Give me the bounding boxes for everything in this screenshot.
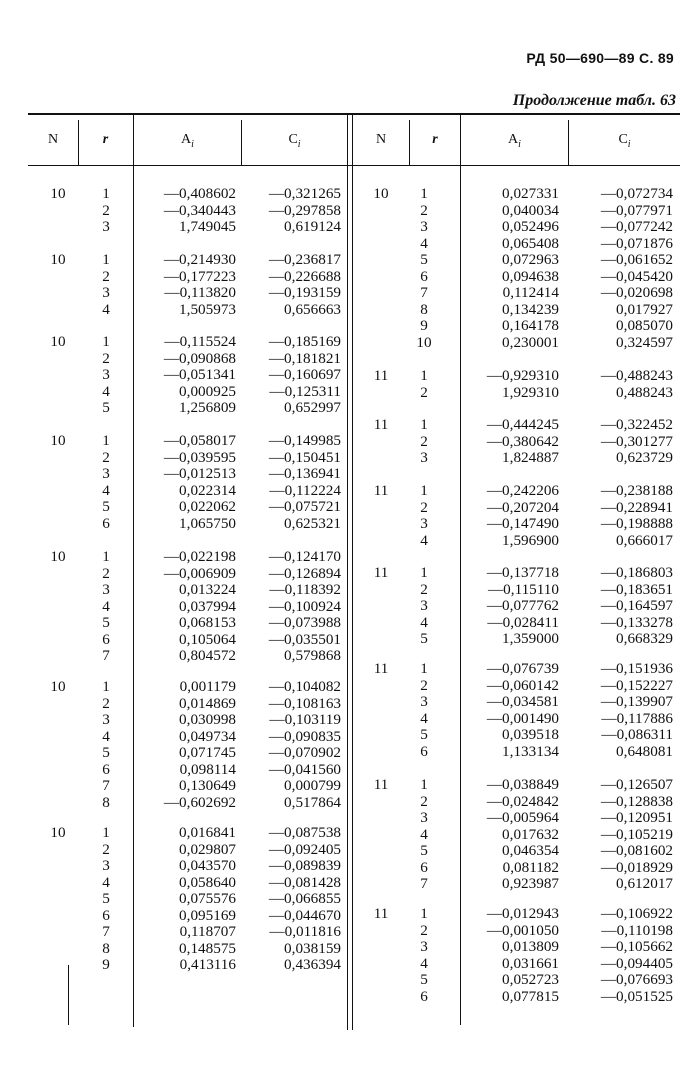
cell-r: 5 xyxy=(420,630,428,647)
cell-a: 0,052496 xyxy=(502,218,559,235)
cell-n: 10 xyxy=(50,432,66,449)
cell-c: —0,139907 xyxy=(600,693,673,710)
cell-n: 11 xyxy=(373,564,389,581)
cell-r: 4 xyxy=(420,825,428,843)
cell-r: 2 xyxy=(420,792,428,810)
cell-r: 1 xyxy=(102,548,110,565)
cell-c: —0,152227 xyxy=(600,676,673,694)
col-header-n-left: N xyxy=(47,132,59,147)
cell-a: —0,242206 xyxy=(486,482,559,499)
cell-r: 2 xyxy=(420,580,428,598)
cell-r: 1 xyxy=(420,367,428,384)
cell-r: 5 xyxy=(420,842,428,859)
col-header-c-left: $C_i$ xyxy=(288,132,301,150)
cell-a: 1,256809 xyxy=(179,399,236,416)
cell-c: 0,085070 xyxy=(616,317,673,334)
cell-r: 9 xyxy=(420,317,428,334)
cell-c: —0,087538 xyxy=(268,824,341,841)
cell-n: 11 xyxy=(373,416,389,433)
cell-c: 0,517864 xyxy=(284,793,341,811)
cell-c: —0,160697 xyxy=(268,366,341,383)
cell-a: —0,028411 xyxy=(487,613,559,631)
cell-c: —0,126894 xyxy=(268,564,341,582)
cell-a: —0,090868 xyxy=(163,349,236,367)
cell-r: 3 xyxy=(102,284,110,301)
cell-c: —0,070902 xyxy=(268,744,341,761)
cell-a: 0,077815 xyxy=(502,987,559,1005)
cell-c: —0,035501 xyxy=(268,630,341,648)
cell-a: 0,027331 xyxy=(502,185,559,202)
cell-c: —0,105219 xyxy=(600,825,673,843)
cell-a: 0,068153 xyxy=(179,614,236,631)
cell-r: 8 xyxy=(102,793,110,811)
cell-a: 0,049734 xyxy=(179,727,236,745)
cell-r: 4 xyxy=(102,597,110,615)
cell-r: 3 xyxy=(102,366,110,383)
cell-r: 8 xyxy=(102,939,110,957)
cell-a: —0,214930 xyxy=(163,251,236,268)
cell-a: 0,164178 xyxy=(502,317,559,334)
cell-c: —0,183651 xyxy=(600,580,673,598)
cell-r: 7 xyxy=(102,647,110,664)
cell-a: 0,014869 xyxy=(179,694,236,712)
cell-a: —0,113820 xyxy=(164,284,236,301)
cell-c: —0,075721 xyxy=(268,498,341,515)
cell-c: —0,186803 xyxy=(600,564,673,581)
cell-a: 0,134239 xyxy=(502,300,559,318)
cell-r: 6 xyxy=(102,514,110,532)
cell-a: 0,030998 xyxy=(179,711,236,728)
cell-c: 0,000799 xyxy=(284,777,341,794)
cell-c: —0,071876 xyxy=(600,234,673,252)
cell-c: —0,117886 xyxy=(601,709,673,727)
cell-a: 0,923987 xyxy=(502,875,559,892)
cell-r: 3 xyxy=(102,857,110,874)
cell-c: —0,126507 xyxy=(600,776,673,793)
cell-c: —0,181821 xyxy=(268,349,341,367)
cell-r: 5 xyxy=(102,614,110,631)
cell-r: 5 xyxy=(102,744,110,761)
cell-a: 0,098114 xyxy=(179,760,236,778)
cell-a: 0,001179 xyxy=(179,678,236,695)
col-header-a-right: $A_i$ xyxy=(508,132,521,150)
cell-a: 0,029807 xyxy=(179,840,236,858)
cell-c: —0,076693 xyxy=(600,971,673,988)
cell-r: 6 xyxy=(102,760,110,778)
cell-c: —0,110198 xyxy=(601,921,673,939)
cell-r: 2 xyxy=(420,498,428,516)
cell-a: —0,001050 xyxy=(486,921,559,939)
cell-c: 0,648081 xyxy=(616,742,673,760)
cell-c: 0,017927 xyxy=(616,300,673,318)
cell-n: 10 xyxy=(50,185,66,202)
cell-c: —0,198888 xyxy=(600,515,673,532)
cell-r: 1 xyxy=(420,776,428,793)
cell-r: 3 xyxy=(102,218,110,235)
cell-r: 2 xyxy=(102,694,110,712)
cell-a: —0,051341 xyxy=(163,366,236,383)
cell-n: 10 xyxy=(50,824,66,841)
cell-a: —0,038849 xyxy=(486,776,559,793)
cell-a: 0,043570 xyxy=(179,857,236,874)
cell-a: —0,115110 xyxy=(487,580,559,598)
cell-r: 1 xyxy=(102,824,110,841)
table-top-rule xyxy=(28,113,680,115)
cell-c: —0,125311 xyxy=(269,382,341,400)
cell-r: 3 xyxy=(420,597,428,614)
cell-r: 1 xyxy=(102,185,110,202)
cell-r: 5 xyxy=(102,890,110,907)
cell-r: 2 xyxy=(420,432,428,450)
cell-r: 1 xyxy=(102,333,110,350)
cell-a: 0,000925 xyxy=(179,382,236,400)
cell-n: 11 xyxy=(373,776,389,793)
cell-a: 0,230001 xyxy=(502,333,559,351)
cell-c: —0,297858 xyxy=(268,201,341,219)
cell-n: 11 xyxy=(373,905,389,922)
cell-r: 5 xyxy=(102,498,110,515)
cell-r: 6 xyxy=(420,987,428,1005)
cell-c: —0,072734 xyxy=(600,185,673,202)
cell-r: 6 xyxy=(420,742,428,760)
cell-c: —0,103119 xyxy=(269,711,341,728)
cell-r: 6 xyxy=(420,858,428,876)
cell-c: —0,051525 xyxy=(600,987,673,1005)
cell-r: 4 xyxy=(102,382,110,400)
cell-c: —0,018929 xyxy=(600,858,673,876)
cell-a: 0,072963 xyxy=(502,251,559,268)
cell-c: —0,128838 xyxy=(600,792,673,810)
cell-c: —0,133278 xyxy=(600,613,673,631)
cell-a: 1,824887 xyxy=(502,449,559,466)
cell-c: —0,041560 xyxy=(268,760,341,778)
cell-a: —0,602692 xyxy=(163,793,236,811)
cell-r: 1 xyxy=(420,905,428,922)
cell-c: —0,066855 xyxy=(268,890,341,907)
cell-a: —0,929310 xyxy=(486,367,559,384)
cell-a: 0,040034 xyxy=(502,201,559,219)
cell-a: 0,130649 xyxy=(179,777,236,794)
cell-r: 3 xyxy=(102,581,110,598)
cell-c: —0,488243 xyxy=(600,367,673,384)
cell-a: 0,058640 xyxy=(179,873,236,891)
cell-c: —0,073988 xyxy=(268,614,341,631)
cell-a: 0,413116 xyxy=(179,956,236,973)
cell-r: 2 xyxy=(420,383,428,401)
cell-a: —0,060142 xyxy=(486,676,559,694)
cell-a: 0,013809 xyxy=(502,938,559,955)
cell-c: —0,100924 xyxy=(268,597,341,615)
cell-r: 3 xyxy=(102,711,110,728)
col-header-r-right: r xyxy=(432,132,438,147)
cell-c: —0,092405 xyxy=(268,840,341,858)
cell-c: 0,668329 xyxy=(616,630,673,647)
cell-a: 0,037994 xyxy=(179,597,236,615)
col-header-a-left: $A_i$ xyxy=(181,132,194,150)
cell-r: 3 xyxy=(420,449,428,466)
cell-a: 1,065750 xyxy=(179,514,236,532)
cell-r: 4 xyxy=(420,613,428,631)
cell-c: 0,038159 xyxy=(284,939,341,957)
cell-r: 10 xyxy=(416,333,432,351)
cell-a: —0,177223 xyxy=(163,267,236,285)
cell-r: 5 xyxy=(420,971,428,988)
cell-a: —0,076739 xyxy=(486,660,559,677)
cell-a: 0,095169 xyxy=(179,906,236,924)
cell-r: 1 xyxy=(420,185,428,202)
cell-c: 0,625321 xyxy=(284,514,341,532)
cell-r: 3 xyxy=(420,938,428,955)
cell-n: 11 xyxy=(373,660,389,677)
col-divider-double xyxy=(352,115,353,1030)
cell-a: —0,012943 xyxy=(486,905,559,922)
cell-r: 6 xyxy=(420,267,428,285)
cell-a: 0,052723 xyxy=(502,971,559,988)
cell-a: —0,077762 xyxy=(486,597,559,614)
cell-c: —0,112224 xyxy=(269,481,341,499)
cell-r: 3 xyxy=(420,809,428,826)
cell-r: 8 xyxy=(420,300,428,318)
cell-a: —0,207204 xyxy=(486,498,559,516)
left-margin-rule xyxy=(68,965,69,1025)
cell-c: —0,226688 xyxy=(268,267,341,285)
cell-r: 2 xyxy=(102,201,110,219)
cell-c: —0,094405 xyxy=(600,954,673,972)
cell-n: 10 xyxy=(50,333,66,350)
cell-c: —0,106922 xyxy=(600,905,673,922)
cell-r: 7 xyxy=(102,923,110,940)
cell-r: 1 xyxy=(102,678,110,695)
cell-c: —0,081602 xyxy=(600,842,673,859)
cell-r: 4 xyxy=(420,709,428,727)
cell-r: 6 xyxy=(102,906,110,924)
table-continuation-title: Продолжение табл. 63 xyxy=(512,92,676,109)
page-header: РД 50—690—89 С. 89 xyxy=(526,50,674,66)
cell-r: 2 xyxy=(102,840,110,858)
cell-r: 7 xyxy=(420,875,428,892)
cell-a: 0,031661 xyxy=(502,954,559,972)
cell-a: —0,001490 xyxy=(486,709,559,727)
cell-c: —0,104082 xyxy=(268,678,341,695)
cell-a: 0,105064 xyxy=(179,630,236,648)
cell-c: 0,488243 xyxy=(616,383,673,401)
cell-c: —0,149985 xyxy=(268,432,341,449)
cell-c: —0,151936 xyxy=(600,660,673,677)
cell-c: 0,612017 xyxy=(616,875,673,892)
col-header-c-right: $C_i$ xyxy=(618,132,631,150)
cell-c: 0,436394 xyxy=(284,956,341,973)
cell-c: —0,081428 xyxy=(268,873,341,891)
cell-r: 1 xyxy=(420,564,428,581)
cell-r: 3 xyxy=(420,515,428,532)
cell-a: 1,505973 xyxy=(179,300,236,318)
cell-a: 0,148575 xyxy=(179,939,236,957)
cell-c: —0,150451 xyxy=(268,448,341,466)
cell-a: 1,596900 xyxy=(502,531,559,549)
cell-c: —0,124170 xyxy=(268,548,341,565)
cell-r: 3 xyxy=(420,218,428,235)
cell-c: —0,322452 xyxy=(600,416,673,433)
cell-a: —0,147490 xyxy=(486,515,559,532)
cell-c: —0,193159 xyxy=(268,284,341,301)
cell-r: 2 xyxy=(102,267,110,285)
cell-r: 1 xyxy=(420,482,428,499)
cell-n: 10 xyxy=(50,548,66,565)
cell-r: 1 xyxy=(420,660,428,677)
cell-r: 4 xyxy=(102,481,110,499)
cell-a: 0,118707 xyxy=(179,923,236,940)
cell-c: 0,666017 xyxy=(616,531,673,549)
cell-c: —0,061652 xyxy=(600,251,673,268)
cell-c: —0,164597 xyxy=(600,597,673,614)
cell-r: 7 xyxy=(420,284,428,301)
cell-a: —0,024842 xyxy=(486,792,559,810)
cell-r: 2 xyxy=(420,201,428,219)
cell-a: —0,006909 xyxy=(163,564,236,582)
cell-r: 5 xyxy=(102,399,110,416)
cell-n: 10 xyxy=(50,678,66,695)
cell-a: —0,034581 xyxy=(486,693,559,710)
cell-r: 4 xyxy=(102,727,110,745)
cell-n: 11 xyxy=(373,482,389,499)
cell-r: 2 xyxy=(102,448,110,466)
cell-a: 1,929310 xyxy=(502,383,559,401)
cell-r: 6 xyxy=(102,630,110,648)
cell-r: 4 xyxy=(420,531,428,549)
cell-a: —0,408602 xyxy=(163,185,236,202)
cell-r: 9 xyxy=(102,956,110,973)
cell-r: 2 xyxy=(420,676,428,694)
cell-c: —0,011816 xyxy=(269,923,341,940)
cell-a: 0,017632 xyxy=(502,825,559,843)
cell-c: —0,120951 xyxy=(600,809,673,826)
cell-c: 0,324597 xyxy=(616,333,673,351)
cell-c: —0,077971 xyxy=(600,201,673,219)
cell-n: 10 xyxy=(373,185,389,202)
cell-a: 0,039518 xyxy=(502,726,559,743)
cell-c: —0,321265 xyxy=(268,185,341,202)
cell-r: 5 xyxy=(420,726,428,743)
cell-a: —0,444245 xyxy=(486,416,559,433)
cell-n: 11 xyxy=(373,367,389,384)
cell-a: 0,016841 xyxy=(179,824,236,841)
cell-c: —0,089839 xyxy=(268,857,341,874)
cell-r: 1 xyxy=(102,251,110,268)
cell-a: 0,013224 xyxy=(179,581,236,598)
cell-r: 4 xyxy=(420,234,428,252)
cell-c: —0,086311 xyxy=(601,726,673,743)
cell-a: 0,094638 xyxy=(502,267,559,285)
cell-r: 3 xyxy=(420,693,428,710)
cell-a: 0,081182 xyxy=(502,858,559,876)
cell-c: —0,236817 xyxy=(268,251,341,268)
cell-r: 2 xyxy=(102,349,110,367)
cell-c: —0,185169 xyxy=(268,333,341,350)
cell-a: 0,065408 xyxy=(502,234,559,252)
cell-c: —0,090835 xyxy=(268,727,341,745)
cell-a: 0,046354 xyxy=(502,842,559,859)
cell-a: 0,022314 xyxy=(179,481,236,499)
cell-a: —0,012513 xyxy=(163,465,236,482)
cell-c: —0,118392 xyxy=(269,581,341,598)
cell-r: 3 xyxy=(102,465,110,482)
cell-c: —0,045420 xyxy=(600,267,673,285)
cell-a: —0,137718 xyxy=(486,564,559,581)
cell-a: 1,133134 xyxy=(502,742,559,760)
cell-r: 5 xyxy=(420,251,428,268)
cell-c: 0,619124 xyxy=(284,218,341,235)
cell-a: —0,058017 xyxy=(163,432,236,449)
cell-c: —0,105662 xyxy=(600,938,673,955)
cell-c: —0,077242 xyxy=(600,218,673,235)
col-header-n-right: N xyxy=(375,132,387,147)
cell-a: 1,359000 xyxy=(502,630,559,647)
cell-a: —0,039595 xyxy=(163,448,236,466)
cell-r: 1 xyxy=(102,432,110,449)
col-divider-double xyxy=(347,115,348,1030)
cell-a: 0,022062 xyxy=(179,498,236,515)
cell-c: 0,656663 xyxy=(284,300,341,318)
table-header-rule xyxy=(28,165,680,166)
cell-c: —0,136941 xyxy=(268,465,341,482)
cell-r: 4 xyxy=(102,873,110,891)
cell-a: —0,022198 xyxy=(163,548,236,565)
cell-c: 0,623729 xyxy=(616,449,673,466)
cell-a: 1,749045 xyxy=(179,218,236,235)
cell-c: —0,238188 xyxy=(600,482,673,499)
cell-n: 10 xyxy=(50,251,66,268)
cell-a: —0,115524 xyxy=(164,333,236,350)
cell-r: 4 xyxy=(102,300,110,318)
cell-a: —0,340443 xyxy=(163,201,236,219)
cell-c: —0,108163 xyxy=(268,694,341,712)
cell-r: 1 xyxy=(420,416,428,433)
cell-r: 7 xyxy=(102,777,110,794)
cell-a: —0,380642 xyxy=(486,432,559,450)
cell-a: 0,075576 xyxy=(179,890,236,907)
cell-c: —0,301277 xyxy=(600,432,673,450)
cell-r: 2 xyxy=(102,564,110,582)
cell-a: 0,804572 xyxy=(179,647,236,664)
cell-c: 0,579868 xyxy=(284,647,341,664)
cell-r: 4 xyxy=(420,954,428,972)
cell-c: —0,020698 xyxy=(600,284,673,301)
cell-a: 0,112414 xyxy=(502,284,559,301)
cell-a: 0,071745 xyxy=(179,744,236,761)
cell-c: —0,228941 xyxy=(600,498,673,516)
col-header-r-left: r xyxy=(102,132,109,147)
cell-c: 0,652997 xyxy=(284,399,341,416)
cell-r: 2 xyxy=(420,921,428,939)
cell-c: —0,044670 xyxy=(268,906,341,924)
cell-a: —0,005964 xyxy=(486,809,559,826)
